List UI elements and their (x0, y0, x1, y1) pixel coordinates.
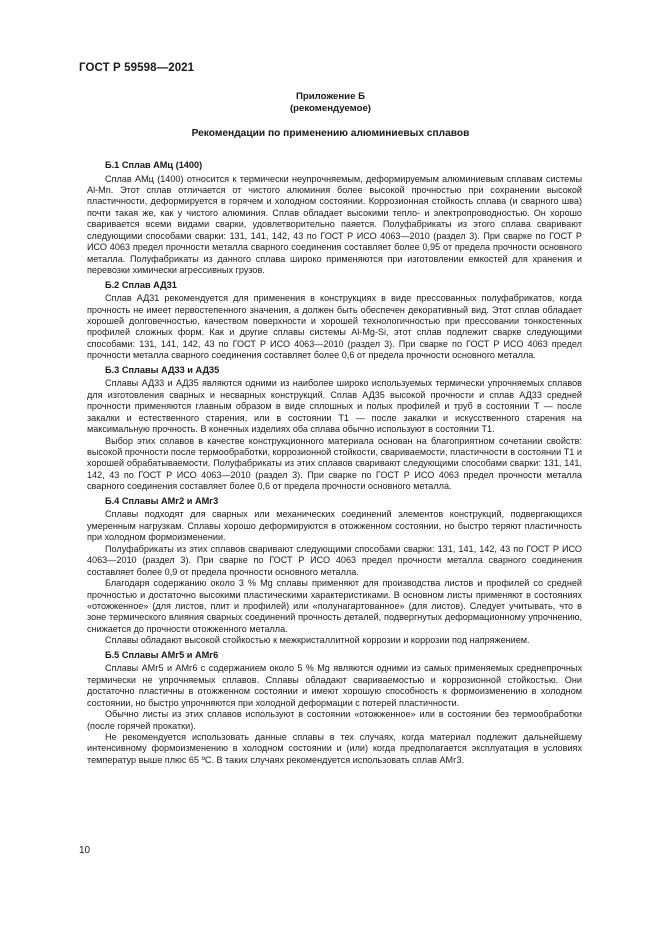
section-paragraph: Сплавы АМг5 и АМг6 с содержанием около 5 % Mg являются одними из самых применяемых среднепрочных термически не упрочняемых сплавов. Сплавы обладают свариваемостью и коррозионной стойкостью. Они достаточно пластичны в отожженном состоянии и имеют хорошую способность к формоизменению в холодном состоянии, но быстро упрочняются при холодной деформации с потерей пластичности. (87, 663, 582, 708)
section-heading: Б.2 Сплав АД31 (105, 279, 177, 290)
section-paragraph: Не рекомендуется использовать данные сплавы в тех случаях, когда материал подлежит дальнейшему интенсивному формоизменению в холодном состоянии и (или) когда предполагается эксплуатация в условиях температур выше плюс 65 ºC. В таких случаях рекомендуется использовать сплав АМг3. (87, 731, 582, 765)
section-heading: Б.3 Сплавы АД33 и АД35 (105, 364, 220, 375)
annex-label: Приложение Б (296, 91, 365, 102)
section-paragraph: Сплавы подходят для сварных или механических соединений элементов конструкций, подвергающихся умеренным нагрузкам. Сплавы хорошо деформируются в отожженном состоянии, но быстро теряют пластичность при холодном формоизменении. (87, 509, 582, 543)
section-paragraph: Сплав АД31 рекомендуется для применения в конструкциях в виде прессованных полуфабрикатов, когда прочность не имеет первостепенного значения, а должен быть обеспечен декоративный вид. Этот сплав обладает хорошей долговечностью, качеством поверхности и хорошей технологичностью при прессовании тонкостенных профилей сложных форм. Как и другие сплавы системы Al-Mg-Si, этот сплав подлежит сварке следующими способами: 131, 141, 142, 43 по ГОСТ Р ИСО 4063—2010 (раздел 3). При сварке по ГОСТ Р ИСО 4063 предел прочности металла сварного соединения составляет более 0,6 от предела прочности основного металла. (87, 293, 582, 361)
section-heading: Б.5 Сплавы АМг5 и АМг6 (105, 649, 219, 660)
section (87, 365, 582, 493)
section-paragraph: Выбор этих сплавов в качестве конструкционного материала основан на благоприятном сочетании свойств: высокой прочности после термообработки, коррозионной стойкости, свариваемости, пластичности в состоянии Т1 и хорошей обрабатываемости. Полуфабрикаты из этих сплавов сваривают следующими способами сварки: 131, 141, 142, 43 по ГОСТ Р ИСО 4063—2010 (раздел 3). При сварке по ГОСТ Р ИСО 4063 предел прочности металла сварного соединения составляет более 0,6 от предела прочности основного металла. (87, 435, 582, 492)
section (87, 496, 582, 647)
section-paragraph: Полуфабрикаты из этих сплавов сваривают следующими способами сварки: 131, 141, 142, 43 по ГОСТ Р ИСО 4063—2010 (раздел 3). При сварке по ГОСТ Р ИСО 4063 предел прочности металла сварного соединения составляет более 0,9 от предела прочности основного металла. (87, 543, 582, 577)
annex-title: Рекомендации по применению алюминиевых сплавов (191, 128, 470, 139)
section-heading: Б.4 Сплавы АМг2 и АМг3 (105, 495, 219, 506)
section-paragraph: Благодаря содержанию около 3 % Mg сплавы применяют для производства листов и профилей со средней прочностью и достаточно высокими пластическими характеристиками. В основном листы применяют в состояниях «отожженное» (для листов, плит и профилей) или «полунагартованное» (для листов). Следует учитывать, что в зоне термического влияния сварных соединений прочность деталей, подвергнутых деформационному упрочнению, снижается до прочности отожженного металла. (87, 578, 582, 634)
annex-status: (рекомендуемое) (289, 102, 371, 114)
section-paragraph: Сплавы АД33 и АД35 являются одними из наиболее широко используемых термически упрочняемых сплавов для изготовления сварных и несварных конструкций. Сплав АД35 высокой прочности и сплав АД33 средней прочности применяются главным образом в виде сплошных и полых профилей и труб в состоянии Т — после закалки и естественного старения, или в состоянии Т1 — после закалки и искусственного старения на максимальную прочность. В конечных изделиях оба сплава обычно используют в состоянии Т1. (87, 378, 582, 435)
section-paragraph: Обычно листы из этих сплавов используют в состоянии «отожженное» или в состоянии без термообработки (после горячей прокатки). (87, 709, 582, 731)
section-paragraph: Сплав АМц (1400) относится к термически неупрочняемым, деформируемым алюминиевым сплавам системы Al-Mn. Этот сплав отличается от чистого алюминия более высокой прочностью при сохранении высокой пластичности, деформируется в горячем и холодном состоянии. Коррозионная стойкость сплава (и сварного шва) почти такая же, как у чистого алюминия. Сплав обладает высокими тепло- и электропроводностью. Он хорошо сваривается всеми видами сварки, удовлетворительно паяется. Полуфабрикаты из этого сплава сваривают следующими способами сварки: 131, 141, 142, 43 по ГОСТ Р ИСО 4063—2010 (раздел 3). При сварке по ГОСТ Р ИСО 4063 предел прочности металла сварного соединения составляет более 0,95 от предела прочности основного металла. Полуфабрикаты из данного сплава широко применяются при изготовлении емкостей для хранения и перевозки химически агрессивных грузов. (87, 173, 582, 276)
section (87, 650, 582, 767)
section-heading: Б.1 Сплав АМц (1400) (105, 160, 203, 170)
annex-body (87, 160, 582, 769)
page-number: 10 (79, 845, 91, 856)
document-code: ГОСТ Р 59598—2021 (79, 62, 195, 74)
section-paragraph: Сплавы обладают высокой стойкостью к межкристаллитной коррозии и коррозии под напряжением. (105, 635, 530, 646)
section (87, 160, 582, 277)
annex-heading (79, 91, 582, 114)
section (87, 280, 582, 362)
